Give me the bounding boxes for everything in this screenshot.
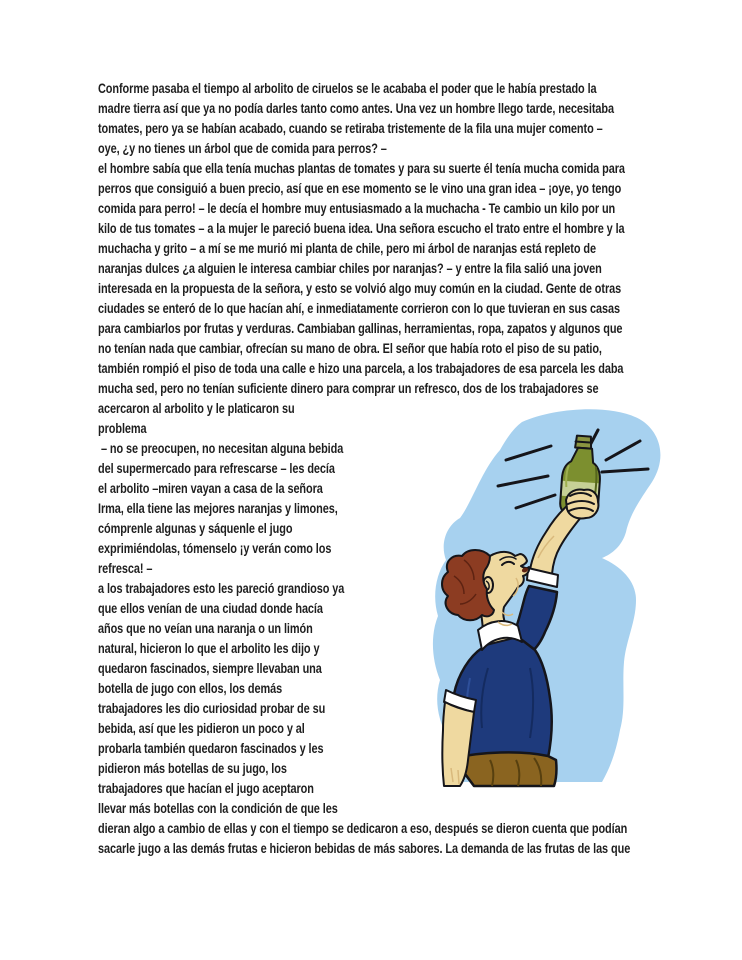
text-line: acercaron al arbolito y le platicaron su (98, 400, 295, 416)
text-line: refresca! – (98, 560, 153, 576)
text-line: comida para perro! – le decía el hombre muy entusiasmado a la muchacha - Te cambio un kilo por un (98, 200, 616, 216)
text-line: el hombre sabía que ella tenía muchas plantas de tomates y para su suerte él tenía mucha comida para (98, 160, 625, 176)
text-line: sacarle jugo a las demás frutas e hicieron bebidas de más sabores. La demanda de las frutas de las que (98, 840, 631, 856)
man-raising-bottle-svg (430, 408, 732, 790)
text-line: llevar más botellas con la condición de que les (98, 800, 338, 816)
text-line: bebida, así que les pidieron un poco y al (98, 720, 305, 736)
text-line: Irma, ella tiene las mejores naranjas y limones, (98, 500, 338, 516)
text-line: muchacha y grito – a mí se me murió mi planta de chile, pero mi árbol de naranjas está repleto de (98, 240, 596, 256)
text-line: años que no veían una naranja o un limón (98, 620, 313, 636)
text-line: del supermercado para refrescarse – les decía (98, 460, 335, 476)
text-line: mucha sed, pero no tenían suficiente dinero para comprar un refresco, dos de los trabajadores se (98, 380, 599, 396)
text-line: también rompió el piso de toda una calle e hizo una parcela, a los trabajadores de esa parcela les daba (98, 360, 624, 376)
text-line: trabajadores les dio curiosidad probar de su (98, 700, 326, 716)
text-line: que ellos venían de una ciudad donde hacía (98, 600, 323, 616)
text-line: exprimiéndolas, tómenselo ¡y verán como los (98, 540, 332, 556)
text-line: madre tierra así que ya no podía darles tanto como antes. Una vez un hombre llego tarde, necesitaba (98, 100, 614, 116)
text-line: ciudades se enteró de lo que hacían ahí, e inmediatamente corrieron con lo que tuvieran en sus casas (98, 300, 621, 316)
text-line: probarla también quedaron fascinados y les (98, 740, 324, 756)
text-line: para cambiarlos por frutas y verduras. Cambiaban gallinas, herramientas, ropa, zapatos y algunos que (98, 320, 623, 336)
text-line: botella de jugo con ellos, los demás (98, 680, 283, 696)
text-line: pidieron más botellas de su jugo, los (98, 760, 287, 776)
text-line: – no se preocupen, no necesitan alguna bebida (98, 440, 344, 456)
text-line: kilo de tus tomates – a la mujer le pareció buena idea. Una señora escucho el trato entre el hombre y la (98, 220, 625, 236)
story-illustration (430, 408, 732, 790)
pants (454, 752, 556, 786)
text-line: interesada en la propuesta de la señora, y esto se volvió algo muy común en la ciudad. Gente de otras (98, 280, 622, 296)
text-line: dieran algo a cambio de ellas y con el tiempo se dedicaron a eso, después se dieron cuenta que podían (98, 820, 628, 836)
text-line: naranjas dulces ¿a alguien le interesa cambiar chiles por naranjas? – y entre la fila salió una joven (98, 260, 602, 276)
text-line: cómprenle algunas y sáquenle el jugo (98, 520, 293, 536)
text-line: natural, hicieron lo que el arbolito les dijo y (98, 640, 320, 656)
text-line: trabajadores que hacían el jugo aceptaron (98, 780, 314, 796)
text-line: problema (98, 420, 147, 436)
text-line: Conforme pasaba el tiempo al arbolito de ciruelos se le acababa el poder que le había prestado la (98, 80, 597, 96)
text-line: perros que consiguió a buen precio, así que en ese momento se le vino una gran idea – ¡oye, yo tengo (98, 180, 622, 196)
text-line: quedaron fascinados, siempre llevaban una (98, 660, 322, 676)
text-line: el arbolito –miren vayan a casa de la señora (98, 480, 323, 496)
text-line: no tenían nada que cambiar, ofrecían su mano de obra. El señor que había roto el piso de su patio, (98, 340, 602, 356)
fist (566, 489, 598, 518)
text-line: tomates, pero ya se habían acabado, cuando se retiraba tristemente de la fila una mujer comento – (98, 120, 603, 136)
text-line: a los trabajadores esto les pareció grandioso ya (98, 580, 345, 596)
text-line: oye, ¿y no tienes un árbol que de comida para perros? – (98, 140, 387, 156)
